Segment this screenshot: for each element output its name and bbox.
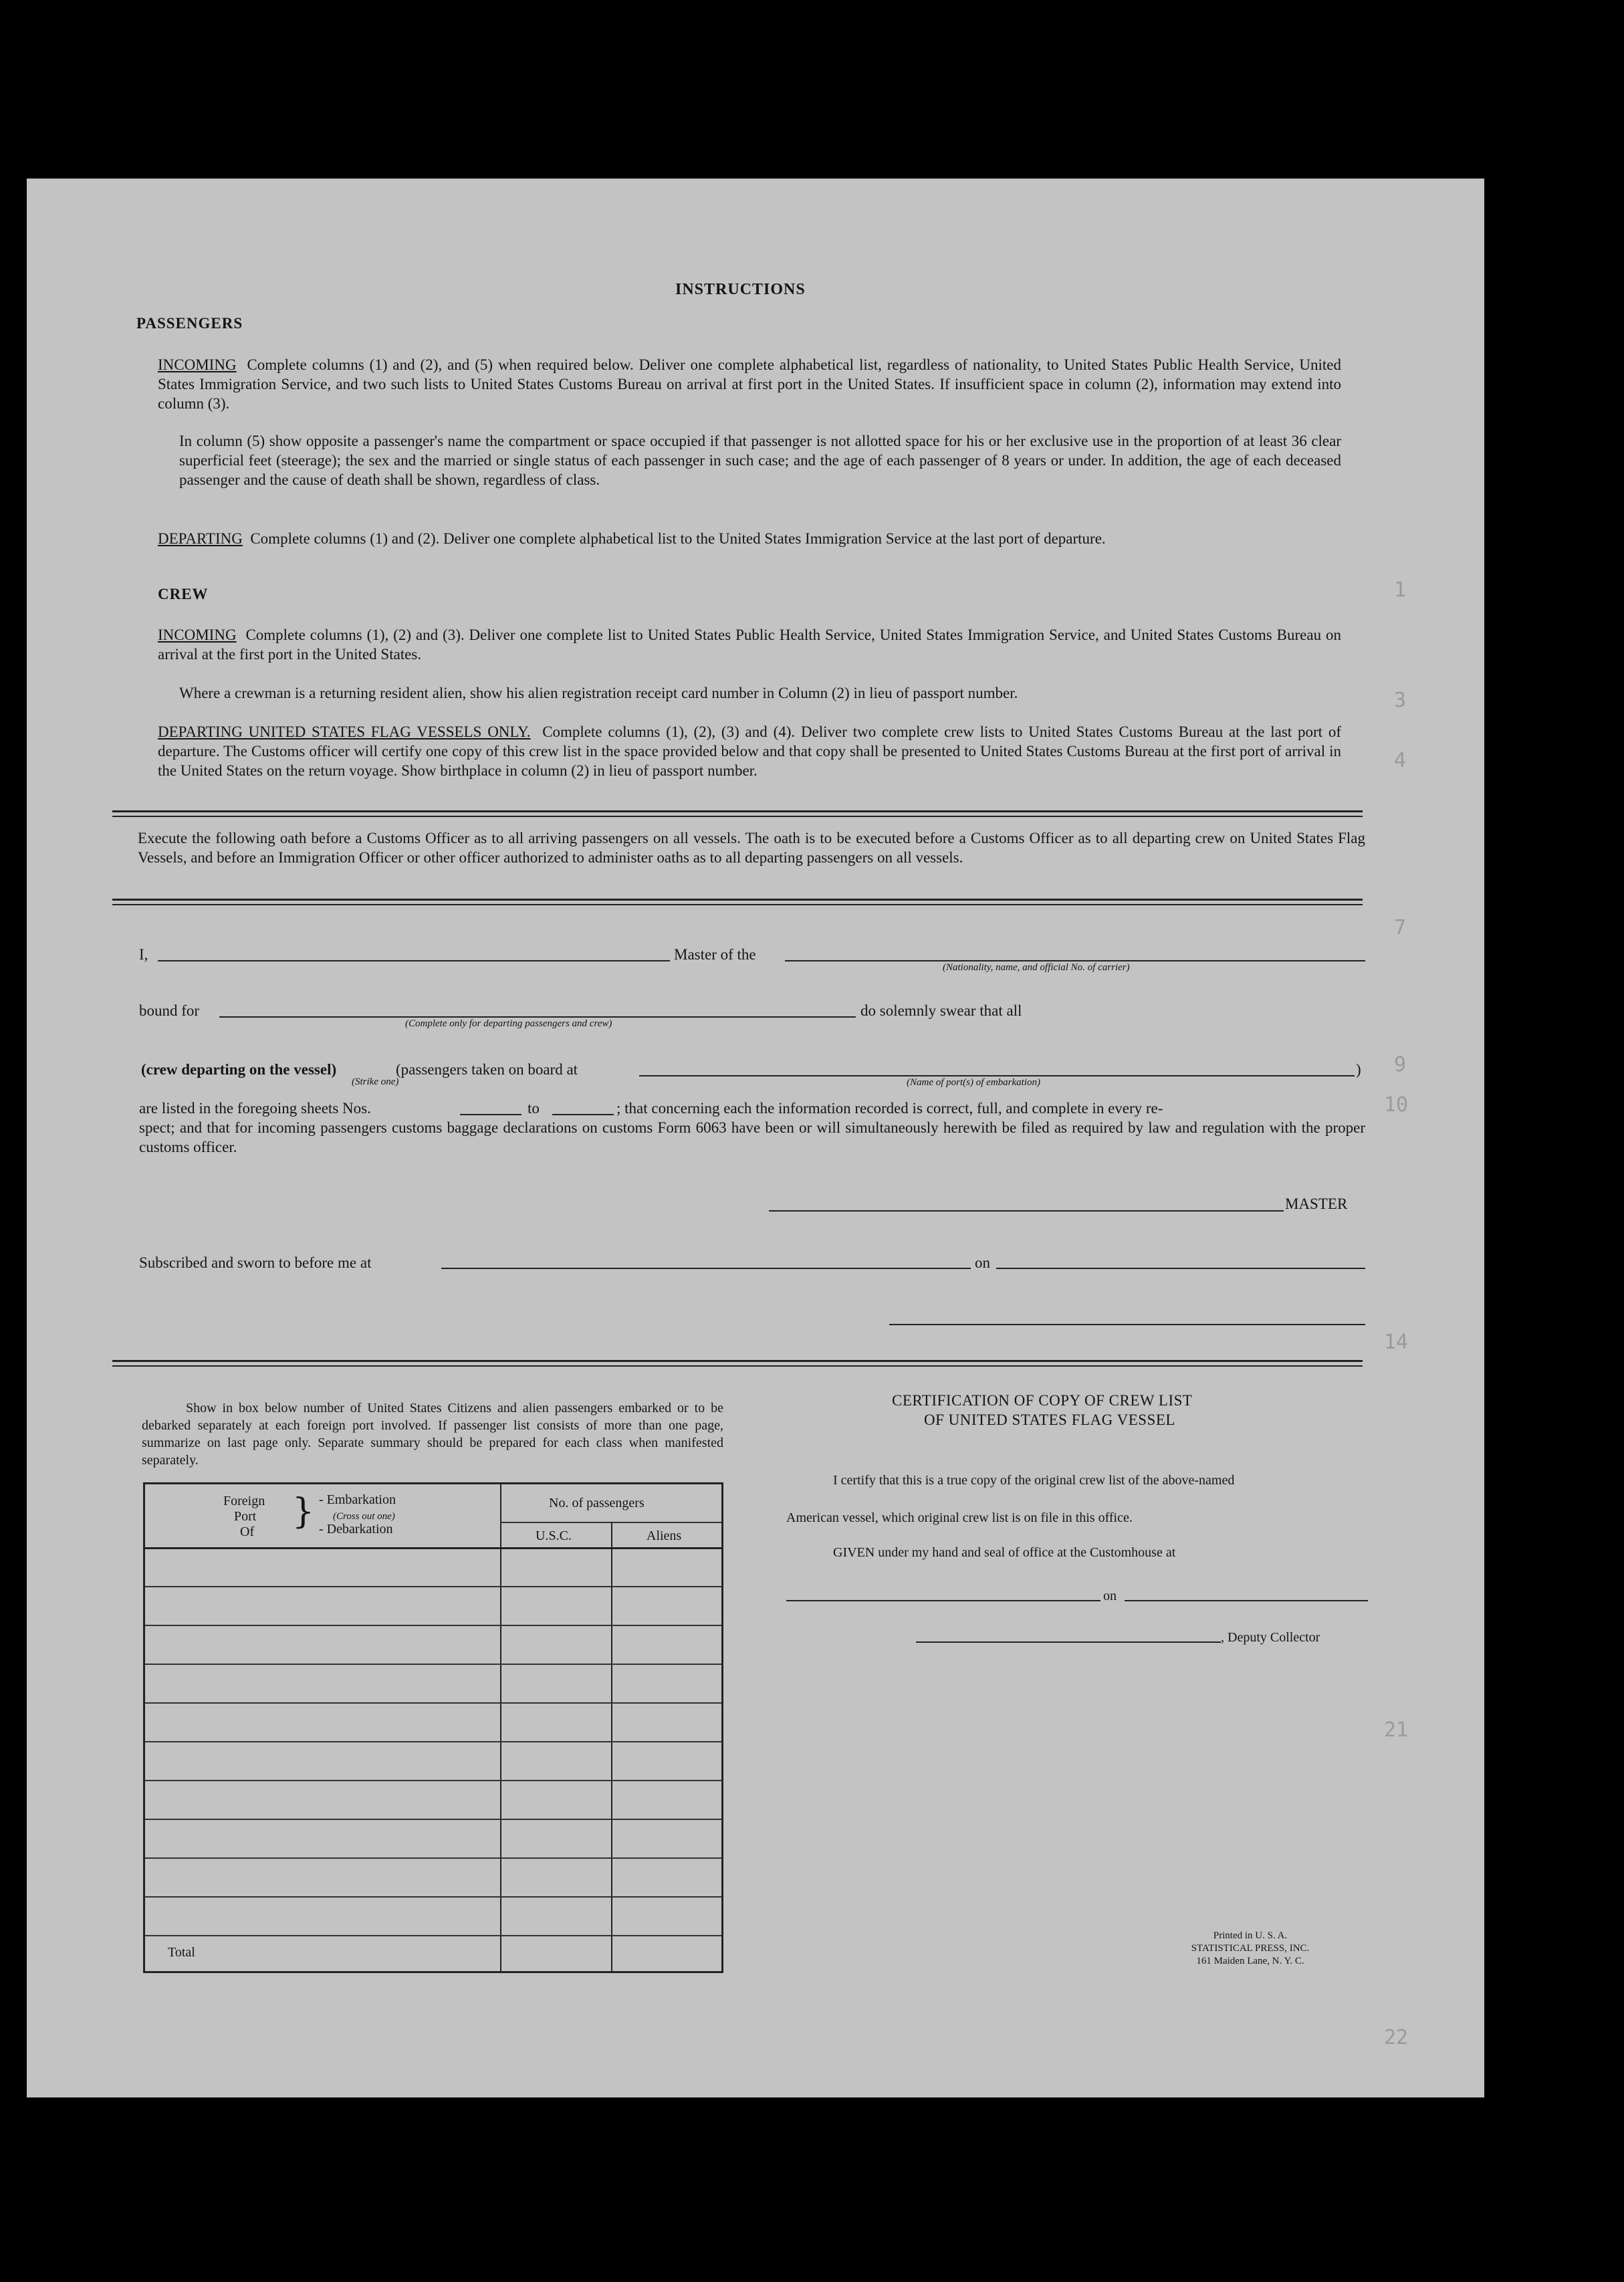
divider [112, 1365, 1363, 1367]
certification-on-label: on [1103, 1589, 1117, 1603]
printer-line-3: 161 Maiden Lane, N. Y. C. [1196, 1956, 1304, 1966]
oath-intro: Execute the following oath before a Customs Officer as to all arriving passengers on all vessels. The oath is to be executed before a Customs Officer as to all departing crew on United States Flag Vessels, and before an Immigration Officer or other officer authorized to administer oaths as to all departing passengers on all vessels. [138, 830, 1365, 866]
crew-incoming-text: Complete columns (1), (2) and (3). Deliver one complete list to United States Public Health Service, United States Immigration Service, and United States Customs Bureau on arrival at the first port in the United States. [158, 626, 1342, 663]
show-through-mark: 4 [1394, 749, 1407, 772]
header-usc: U.S.C. [536, 1528, 572, 1543]
header-debarkation: - Debarkation [319, 1522, 393, 1536]
sheet-from-field[interactable] [460, 1114, 521, 1115]
listed-text-1: are listed in the foregoing sheets Nos. [139, 1100, 371, 1117]
crew-departing-paragraph [158, 722, 1341, 780]
customhouse-field[interactable] [786, 1600, 1100, 1601]
show-through-mark: 22 [1384, 2026, 1409, 2049]
table-row[interactable] [145, 1741, 721, 1742]
table-row[interactable] [145, 1857, 721, 1859]
crew-incoming-paragraph [158, 625, 1341, 664]
header-of: Of [240, 1524, 255, 1539]
sworn-date-field[interactable] [996, 1268, 1365, 1269]
brace-glyph: } [292, 1492, 315, 1532]
table-row[interactable] [145, 1819, 721, 1820]
header-cross-out: (Cross out one) [333, 1511, 395, 1522]
bound-for-label: bound for [139, 1002, 200, 1019]
header-foreign: Foreign [223, 1494, 265, 1508]
header-aliens: Aliens [647, 1528, 682, 1543]
show-through-mark: 10 [1384, 1093, 1409, 1117]
show-through-mark: 21 [1384, 1718, 1409, 1742]
deputy-collector-label: , Deputy Collector [1221, 1630, 1320, 1645]
table-row[interactable] [145, 1586, 721, 1587]
show-through-mark: 1 [1394, 578, 1407, 602]
strike-caption: (Strike one) [352, 1076, 399, 1087]
crew-incoming-label: INCOMING [158, 626, 237, 643]
table-row[interactable] [145, 1625, 721, 1626]
given-text: GIVEN under my hand and seal of office at the Customhouse at [833, 1545, 1176, 1560]
listed-text-3: spect; and that for incoming passengers customs baggage declarations on customs Form 6063 have been or will simultaneously herewith be filed as required by law and regulation with the proper customs officer. [139, 1119, 1365, 1155]
ports-caption: (Name of port(s) of embarkation) [907, 1077, 1040, 1088]
crew-heading: CREW [158, 586, 209, 602]
header-no-passengers: No. of passengers [549, 1496, 645, 1510]
oath-i-label: I, [139, 946, 148, 963]
table-header-bottom [145, 1547, 721, 1549]
show-through-mark: 9 [1394, 1053, 1407, 1076]
table-row[interactable] [145, 1935, 721, 1936]
master-signature-field[interactable] [769, 1210, 1284, 1212]
table-row[interactable] [145, 1664, 721, 1665]
passengers-departing-text: Complete columns (1) and (2). Deliver one complete alphabetical list to the United States Immigration Service at the last port of departure. [250, 530, 1106, 547]
passengers-departing-paragraph [158, 529, 1341, 548]
table-column-divider [500, 1484, 501, 1971]
passengers-incoming-paragraph [158, 355, 1341, 413]
header-port: Port [234, 1509, 257, 1524]
listed-text-2: ; that concerning each the information recorded is correct, full, and complete in every re- [616, 1100, 1163, 1117]
close-paren: ) [1356, 1061, 1361, 1078]
master-signature-label: MASTER [1285, 1195, 1348, 1212]
bound-for-caption: (Complete only for departing passengers and crew) [405, 1018, 612, 1029]
show-through-mark: 14 [1384, 1331, 1409, 1354]
crew-departing-text: Complete columns (1), (2), (3) and (4). Deliver two complete crew lists to United States Customs Bureau at the last port of departure. The Customs officer will certify one copy of this crew list in the space provided below and that copy shall be presented to United States Customs Bureau at the first port of arrival in the United States on the return voyage. Show birthplace in column (2) in lieu of passport number. [158, 723, 1342, 779]
passengers-incoming-text: Complete columns (1) and (2), and (5) when required below. Deliver one complete alphabetical list, regardless of nationality, to United States Public Health Service, United States Immigration Service, and two such lists to United States Customs Bureau on arrival at first port in the United States. If insufficient space in column (2), information may extend into column (3). [158, 356, 1342, 412]
table-row[interactable] [145, 1702, 721, 1704]
subscribed-label: Subscribed and sworn to before me at [139, 1254, 372, 1271]
sworn-on-label: on [975, 1254, 990, 1271]
divider [112, 904, 1363, 905]
header-embarkation: - Embarkation [319, 1492, 396, 1507]
departing-label: DEPARTING [158, 530, 243, 547]
incoming-label: INCOMING [158, 356, 237, 373]
divider [112, 899, 1363, 901]
carrier-caption: (Nationality, name, and official No. of carrier) [943, 962, 1130, 973]
listed-to: to [528, 1100, 540, 1117]
certification-title-1: CERTIFICATION OF COPY OF CREW LIST [892, 1392, 1193, 1409]
crew-departing-label: DEPARTING UNITED STATES FLAG VESSELS ONLY. [158, 723, 531, 740]
printer-imprint [1163, 1930, 1337, 1968]
crew-resident-paragraph: Where a crewman is a returning resident alien, show his alien registration receipt card number in Column (2) in lieu of passport number. [179, 685, 1018, 701]
master-of-label: Master of the [674, 946, 756, 963]
certification-title-2: OF UNITED STATES FLAG VESSEL [924, 1411, 1175, 1428]
printer-line-2: STATISTICAL PRESS, INC. [1191, 1943, 1310, 1954]
show-through-mark: 7 [1394, 916, 1407, 939]
summary-instructions: Show in box below number of United States Citizens and alien passengers embarked or to be debarked separately at each foreign port involved. If passenger list consists of more than one page, summarize on last page only. Separate summary should be prepared for each class when manifested separately. [142, 1401, 723, 1468]
certification-date-field[interactable] [1125, 1600, 1368, 1601]
sheet-to-field[interactable] [552, 1114, 614, 1115]
page-title: INSTRUCTIONS [675, 281, 806, 298]
show-through-mark: 3 [1394, 689, 1407, 712]
table-header-divider [500, 1522, 721, 1523]
table-row[interactable] [145, 1896, 721, 1898]
passengers-heading: PASSENGERS [136, 315, 243, 332]
divider [112, 1360, 1363, 1362]
certify-text-2: American vessel, which original crew list is on file in this office. [786, 1510, 1133, 1525]
master-name-field[interactable] [158, 960, 670, 961]
crew-departing-option: (crew departing on the vessel) [141, 1061, 337, 1078]
column5-paragraph: In column (5) show opposite a passenger's name the compartment or space occupied if that passenger is not allotted space for his or her exclusive use in the proportion of at least 36 clear superficial feet (steerage); the sex and the married or single status of each passenger in such case; and the age of each passenger of 8 years or under. In addition, the age of each deceased passenger and the cause of death shall be shown, regardless of class. [179, 433, 1341, 488]
certify-text-1: I certify that this is a true copy of the original crew list of the above-named [833, 1473, 1235, 1488]
swear-text: do solemnly swear that all [860, 1002, 1022, 1019]
table-column-divider [611, 1522, 612, 1971]
printer-line-1: Printed in U. S. A. [1213, 1930, 1288, 1941]
total-label: Total [168, 1945, 195, 1960]
officer-signature-field[interactable] [889, 1324, 1365, 1325]
divider [112, 816, 1363, 817]
table-row[interactable] [145, 1780, 721, 1781]
deputy-collector-signature-field[interactable] [916, 1641, 1221, 1643]
passengers-taken-option: (passengers taken on board at [396, 1061, 578, 1078]
sworn-place-field[interactable] [441, 1268, 971, 1269]
passenger-summary-table [143, 1482, 723, 1973]
divider [112, 810, 1363, 812]
